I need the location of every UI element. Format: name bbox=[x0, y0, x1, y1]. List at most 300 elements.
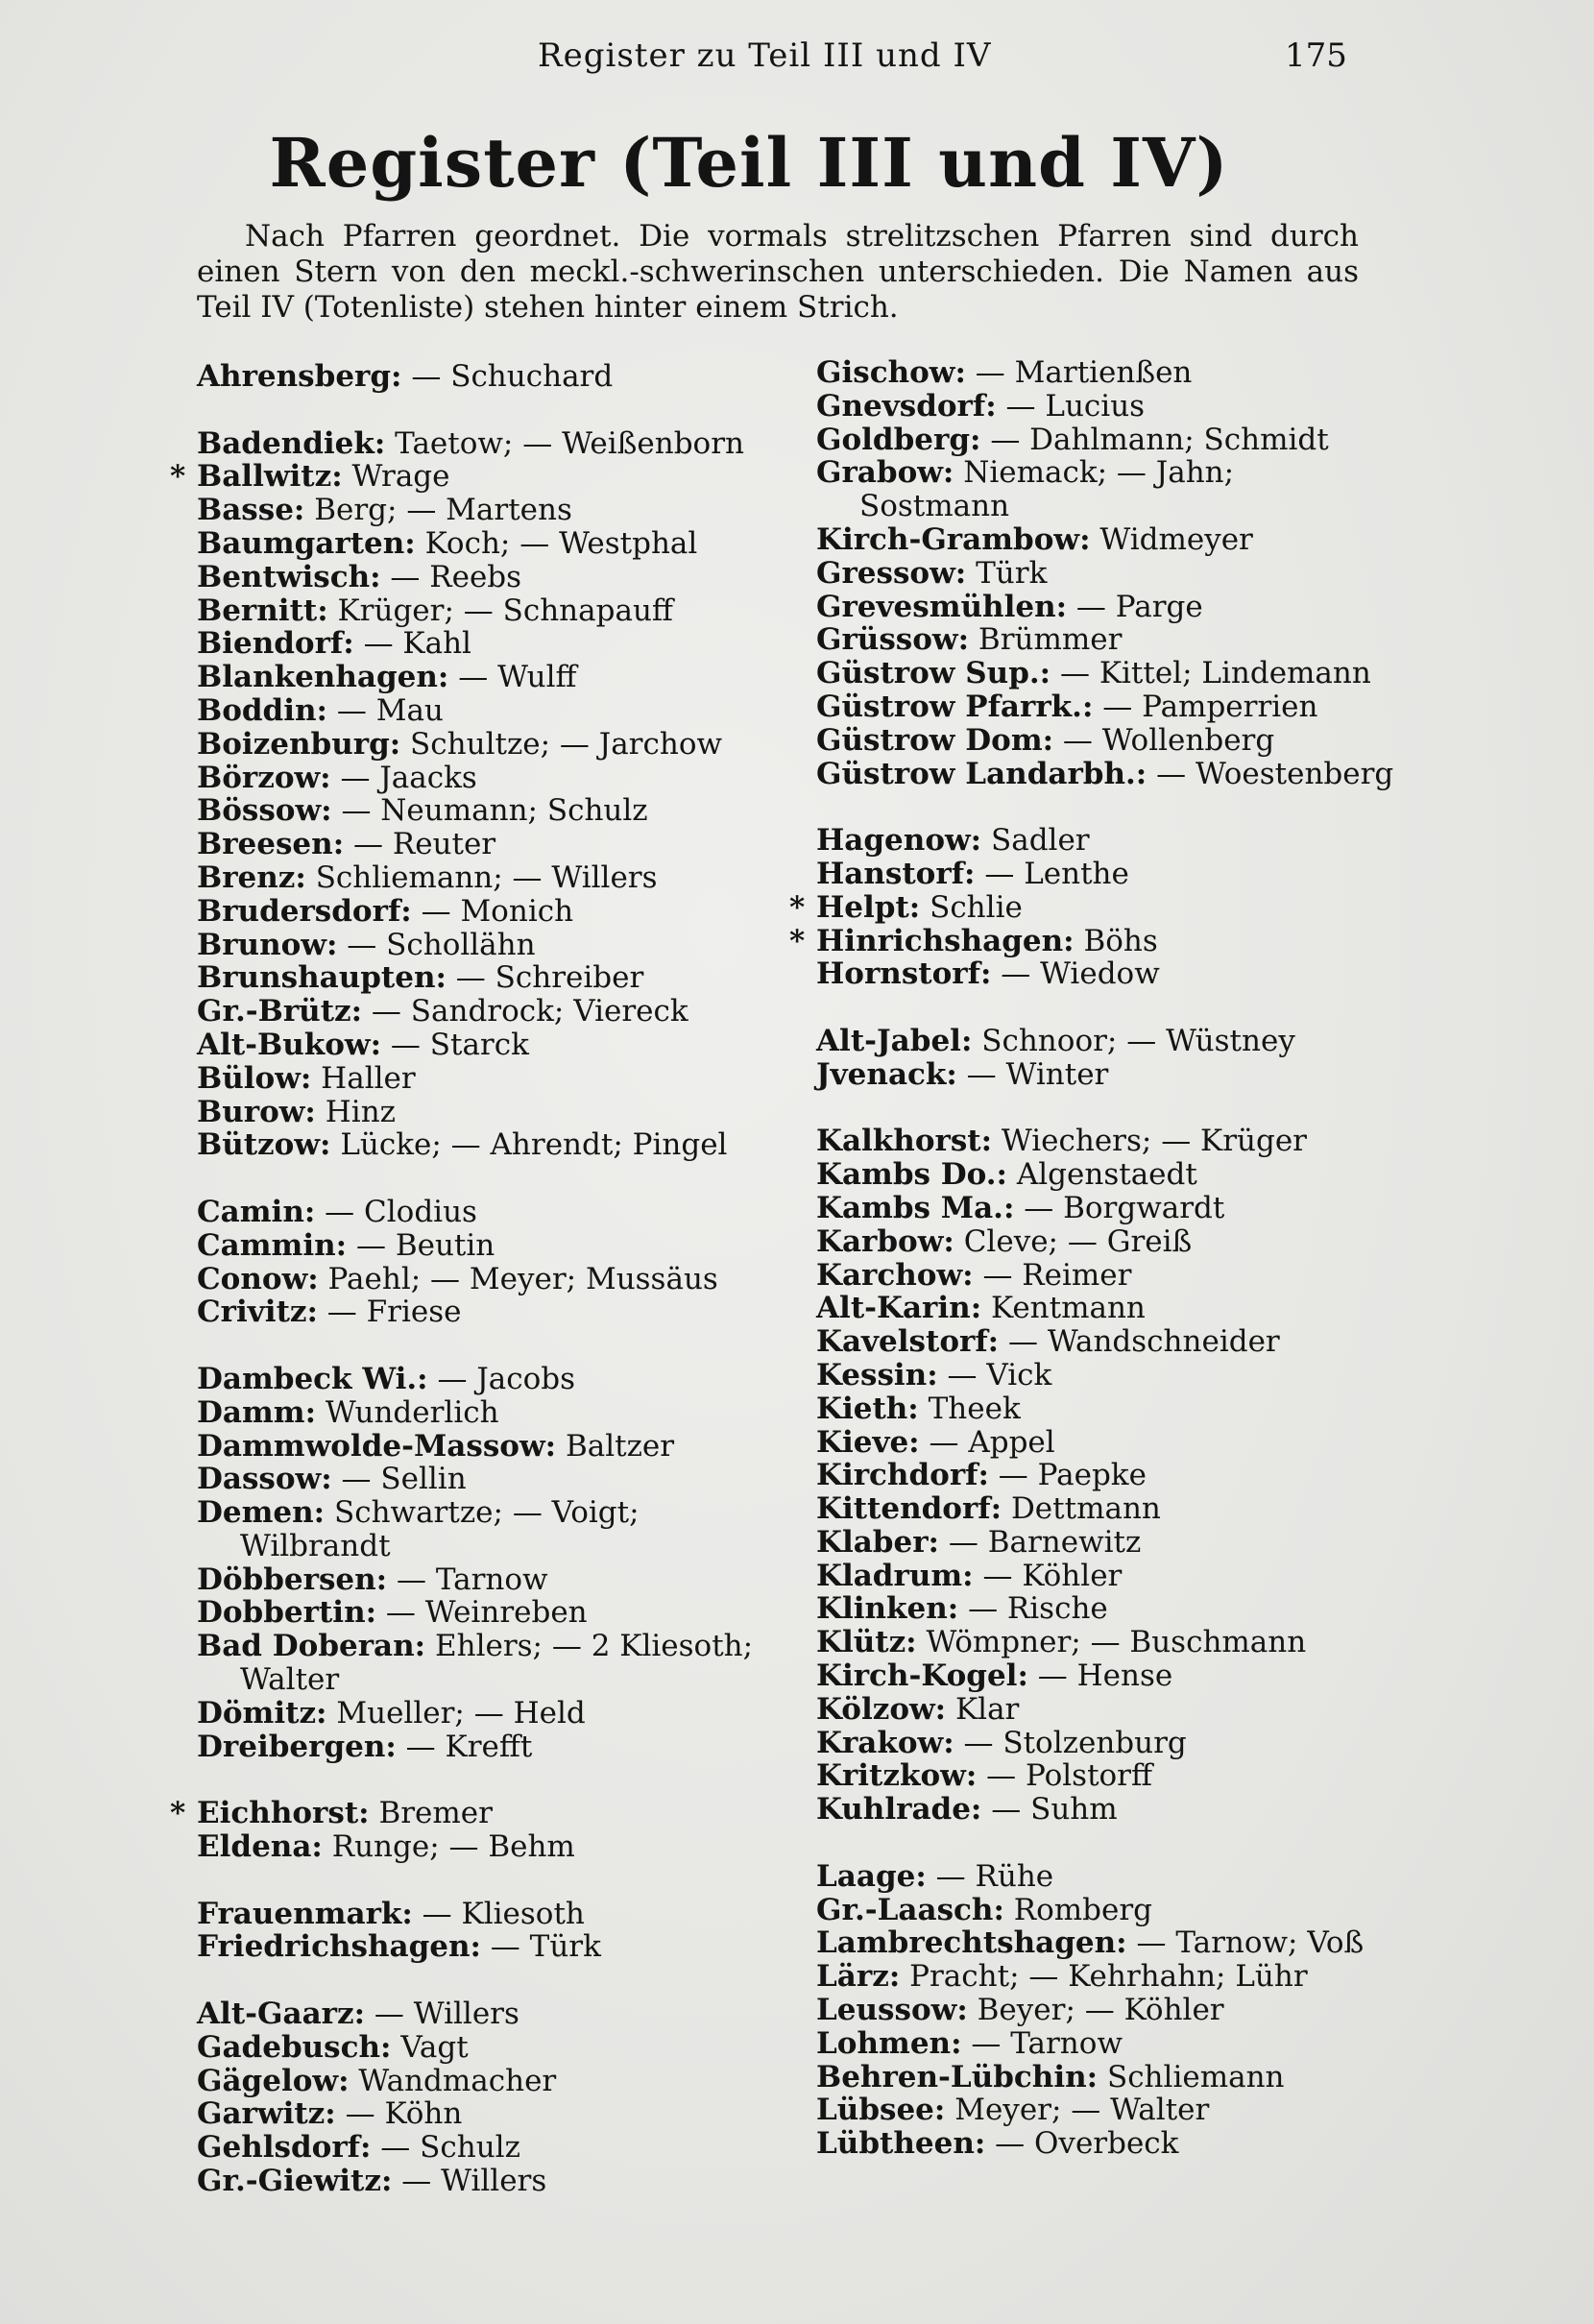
parish-name: Camin: bbox=[197, 1194, 316, 1229]
register-entry bbox=[816, 858, 1373, 891]
register-entry bbox=[197, 1731, 783, 1764]
register-entry bbox=[197, 694, 783, 728]
register-entry bbox=[816, 1960, 1373, 1994]
register-entry bbox=[816, 424, 1373, 457]
register-group bbox=[197, 360, 783, 394]
pastor-names: — Wollenberg bbox=[1053, 722, 1275, 758]
register-entry bbox=[197, 762, 783, 795]
pastor-names: — Sandrock; Viereck bbox=[362, 994, 688, 1029]
register-entry bbox=[816, 1426, 1373, 1460]
parish-name: Gnevsdorf: bbox=[816, 388, 997, 424]
parish-name: Crivitz: bbox=[197, 1295, 318, 1330]
register-entry bbox=[197, 1029, 783, 1062]
parish-name: Bad Doberan: bbox=[197, 1629, 426, 1664]
parish-name: Gressow: bbox=[816, 555, 967, 591]
page-title: Register (Teil III und IV) bbox=[269, 123, 1229, 203]
pastor-names: Bremer bbox=[369, 1796, 493, 1831]
parish-name: Gr.-Brütz: bbox=[197, 994, 363, 1029]
parish-name: Eldena: bbox=[197, 1829, 323, 1865]
register-group bbox=[816, 1025, 1373, 1092]
register-entry bbox=[197, 1062, 783, 1096]
register-entry bbox=[816, 623, 1373, 657]
pastor-names: Ehlers; — 2 Kliesoth; Walter bbox=[240, 1629, 754, 1698]
register-entry bbox=[816, 1192, 1373, 1225]
pastor-names: Romberg bbox=[1003, 1892, 1153, 1927]
parish-name: Hanstorf: bbox=[816, 856, 976, 891]
pastor-names: Sadler bbox=[981, 823, 1090, 859]
parish-name: Burow: bbox=[197, 1094, 316, 1129]
parish-name: Cammin: bbox=[197, 1227, 348, 1263]
register-entry bbox=[789, 923, 1373, 958]
pastor-names: — Jaacks bbox=[330, 760, 477, 795]
register-entry bbox=[816, 1392, 1373, 1426]
pastor-names: — Willers bbox=[392, 2164, 547, 2199]
register-entry bbox=[816, 1225, 1373, 1259]
parish-name: Krakow: bbox=[816, 1725, 954, 1760]
register-entry bbox=[816, 356, 1373, 390]
pastor-names: — Wiedow bbox=[991, 956, 1160, 992]
parish-name: Hagenow: bbox=[816, 823, 982, 859]
pastor-names: — Monich bbox=[411, 893, 574, 929]
pastor-names: — Reimer bbox=[973, 1257, 1132, 1293]
register-group bbox=[816, 1860, 1373, 2161]
register-entry bbox=[197, 1196, 783, 1229]
parish-name: Ahrensberg: bbox=[197, 359, 402, 394]
register-entry bbox=[197, 427, 783, 461]
parish-name: Helpt: bbox=[816, 889, 921, 925]
parish-name: Gr.-Giewitz: bbox=[197, 2164, 393, 2199]
pastor-names: Pracht; — Kehrhahn; Lühr bbox=[900, 1959, 1308, 1995]
parish-name: Kambs Ma.: bbox=[816, 1190, 1015, 1225]
parish-name: Klütz: bbox=[816, 1625, 917, 1660]
parish-name: Dreibergen: bbox=[197, 1729, 397, 1764]
pastor-names: — Winter bbox=[956, 1056, 1109, 1092]
register-entry bbox=[816, 724, 1373, 758]
register-entry bbox=[816, 1359, 1373, 1392]
register-entry bbox=[197, 2065, 783, 2098]
register-group bbox=[197, 1363, 783, 1764]
register-entry bbox=[816, 1894, 1373, 1927]
parish-name: Kambs Do.: bbox=[816, 1157, 1008, 1193]
parish-name: Gischow: bbox=[816, 355, 966, 390]
register-entry bbox=[197, 2131, 783, 2165]
parish-name: Lohmen: bbox=[816, 2025, 962, 2061]
pastor-names: Vagt bbox=[391, 2029, 469, 2065]
register-entry bbox=[197, 561, 783, 594]
intro-paragraph: Nach Pfarren geordnet. Die vormals strelitzschen Pfarren sind durch einen Stern von den meckl.-schwerinschen unterschieden. Die Namen aus Teil IV (Totenliste) stehen hinter einem Strich. bbox=[197, 219, 1359, 325]
parish-name: Güstrow Dom: bbox=[816, 722, 1054, 758]
pastor-names: — Wandschneider bbox=[999, 1324, 1280, 1360]
parish-name: Breesen: bbox=[197, 827, 345, 862]
pastor-names: Böhs bbox=[1074, 923, 1158, 958]
pastor-names: — Schreiber bbox=[446, 960, 644, 996]
register-entry bbox=[197, 1563, 783, 1597]
register-entry bbox=[816, 824, 1373, 858]
parish-name: Boizenburg: bbox=[197, 726, 401, 762]
parish-name: Bernitt: bbox=[197, 593, 328, 628]
pastor-names: — Türk bbox=[480, 1929, 601, 1965]
pastor-names: Wrage bbox=[342, 459, 450, 495]
parish-name: Blankenhagen: bbox=[197, 660, 449, 695]
pastor-names: — Köhn bbox=[335, 2096, 463, 2132]
pastor-names: — Kittel; Lindemann bbox=[1051, 656, 1371, 691]
parish-name: Goldberg: bbox=[816, 422, 981, 457]
parish-name: Alt-Jabel: bbox=[816, 1023, 973, 1058]
register-entry bbox=[197, 895, 783, 929]
register-entry bbox=[197, 1930, 783, 1964]
register-entry bbox=[816, 1727, 1373, 1760]
pastor-names: — Krefft bbox=[396, 1729, 533, 1764]
pastor-names: Beyer; — Köhler bbox=[967, 1993, 1224, 2028]
register-entry bbox=[197, 995, 783, 1029]
pastor-names: Lücke; — Ahrendt; Pingel bbox=[330, 1127, 728, 1163]
register-entry bbox=[197, 1898, 783, 1931]
register-entry bbox=[197, 360, 783, 394]
parish-name: Biendorf: bbox=[197, 626, 354, 662]
pastor-names: Widmeyer bbox=[1090, 521, 1253, 557]
pastor-names: Baltzer bbox=[556, 1428, 675, 1464]
parish-name: Alt-Gaarz: bbox=[197, 1997, 366, 2032]
parish-name: Grabow: bbox=[816, 455, 954, 491]
parish-name: Kessin: bbox=[816, 1357, 938, 1392]
register-entry bbox=[816, 1693, 1373, 1727]
register-entry bbox=[197, 1997, 783, 2031]
parish-name: Ballwitz: bbox=[197, 459, 343, 495]
pastor-names: — Reuter bbox=[344, 827, 496, 862]
parish-name: Grevesmühlen: bbox=[816, 589, 1068, 624]
register-entry bbox=[816, 1158, 1373, 1192]
register-entry bbox=[816, 1592, 1373, 1626]
pastor-names: — Neumann; Schulz bbox=[331, 793, 648, 829]
parish-name: Gägelow: bbox=[197, 2063, 350, 2098]
register-entry bbox=[197, 1263, 783, 1296]
register-entry bbox=[197, 2097, 783, 2131]
pastor-names: — Woestenberg bbox=[1147, 756, 1394, 791]
register-group bbox=[789, 823, 1373, 992]
pastor-names: — Rühe bbox=[926, 1858, 1054, 1894]
register-entry bbox=[816, 1125, 1373, 1158]
register-entry bbox=[789, 889, 1373, 925]
pastor-names: Mueller; — Held bbox=[326, 1695, 586, 1731]
register-entry bbox=[816, 690, 1373, 724]
parish-name: Güstrow Sup.: bbox=[816, 656, 1051, 691]
pastor-names: — Tarnow bbox=[387, 1561, 548, 1597]
register-group bbox=[197, 1997, 783, 2198]
pastor-names: — Kahl bbox=[353, 626, 471, 662]
parish-name: Kuhlrade: bbox=[816, 1792, 982, 1828]
parish-name: Damm: bbox=[197, 1394, 317, 1430]
pastor-names: Taetow; — Weißenborn bbox=[385, 425, 744, 461]
pastor-names: — Köhler bbox=[973, 1558, 1123, 1593]
pastor-names: Algenstaedt bbox=[1007, 1157, 1197, 1193]
pastor-names: — Lenthe bbox=[975, 856, 1129, 891]
parish-name: Friedrichshagen: bbox=[197, 1929, 481, 1965]
register-entry bbox=[197, 961, 783, 995]
parish-name: Gehlsdorf: bbox=[197, 2130, 372, 2166]
register-group bbox=[170, 425, 783, 1163]
pastor-names: Paehl; — Meyer; Mussäus bbox=[318, 1261, 718, 1296]
register-entry bbox=[816, 591, 1373, 624]
register-entry bbox=[197, 929, 783, 962]
pastor-names: — Rische bbox=[958, 1591, 1108, 1627]
pastor-names: — Dahlmann; Schmidt bbox=[980, 422, 1329, 457]
register-entry bbox=[816, 2127, 1373, 2161]
parish-name: Badendiek: bbox=[197, 425, 386, 461]
pastor-names: Hinz bbox=[315, 1094, 396, 1129]
pastor-names: — Tarnow; Voß bbox=[1126, 1925, 1365, 1961]
register-entry bbox=[197, 1295, 783, 1329]
register-entry bbox=[197, 527, 783, 561]
register-entry bbox=[816, 1759, 1373, 1793]
pastor-names: — Mau bbox=[327, 692, 444, 728]
pastor-names: — Vick bbox=[937, 1357, 1052, 1392]
parish-name: Grüssow: bbox=[816, 622, 970, 658]
pastor-names: Wandmacher bbox=[349, 2063, 557, 2098]
parish-name: Alt-Karin: bbox=[816, 1291, 982, 1326]
pastor-names: Wunderlich bbox=[316, 1394, 499, 1430]
parish-name: Gr.-Laasch: bbox=[816, 1892, 1004, 1927]
register-group bbox=[816, 355, 1394, 791]
strelitz-star-marker: * bbox=[170, 459, 186, 495]
parish-name: Brenz: bbox=[197, 859, 306, 895]
pastor-names: Dettmann bbox=[1002, 1491, 1161, 1527]
pastor-names: — Parge bbox=[1067, 589, 1203, 624]
register-entry bbox=[197, 728, 783, 762]
pastor-names: — Stolzenburg bbox=[954, 1725, 1187, 1760]
pastor-names: — Starck bbox=[381, 1027, 529, 1062]
register-entry bbox=[197, 627, 783, 661]
parish-name: Lärz: bbox=[816, 1959, 901, 1995]
pastor-names: Brümmer bbox=[969, 622, 1123, 658]
parish-name: Klaber: bbox=[816, 1524, 939, 1560]
parish-name: Eichhorst: bbox=[197, 1796, 370, 1831]
pastor-names: — Paepke bbox=[988, 1458, 1147, 1493]
pastor-names: Wiechers; — Krüger bbox=[992, 1124, 1307, 1159]
pastor-names: — Kliesoth bbox=[412, 1896, 585, 1931]
register-entry bbox=[170, 459, 783, 495]
register-entry bbox=[197, 594, 783, 628]
register-entry bbox=[816, 1626, 1373, 1659]
register-entry bbox=[197, 1830, 783, 1864]
register-group bbox=[197, 1898, 783, 1965]
parish-name: Kölzow: bbox=[816, 1691, 947, 1727]
running-head: Register zu Teil III und IV bbox=[538, 36, 992, 75]
pastor-names: Meyer; — Walter bbox=[945, 2093, 1210, 2128]
parish-name: Güstrow Pfarrk.: bbox=[816, 689, 1094, 724]
pastor-names: — Martienßen bbox=[965, 355, 1193, 390]
pastor-names: — Hense bbox=[1027, 1658, 1173, 1694]
pastor-names: Schnoor; — Wüstney bbox=[972, 1023, 1295, 1058]
parish-name: Hornstorf: bbox=[816, 956, 992, 992]
pastor-names: — Schulz bbox=[371, 2130, 520, 2166]
parish-name: Güstrow Landarbh.: bbox=[816, 756, 1147, 791]
register-entry bbox=[816, 1325, 1373, 1359]
register-entry bbox=[197, 661, 783, 694]
parish-name: Bülow: bbox=[197, 1060, 312, 1096]
parish-name: Kieth: bbox=[816, 1391, 919, 1426]
parish-name: Karchow: bbox=[816, 1257, 974, 1293]
parish-name: Brunow: bbox=[197, 927, 338, 962]
pastor-names: — Reebs bbox=[380, 559, 522, 594]
pastor-names: — Clodius bbox=[315, 1194, 477, 1229]
register-entry bbox=[197, 2031, 783, 2065]
parish-name: Döbbersen: bbox=[197, 1561, 388, 1597]
parish-name: Kirchdorf: bbox=[816, 1458, 989, 1493]
pastor-names: Klar bbox=[946, 1691, 1020, 1727]
pastor-names: — Jacobs bbox=[427, 1361, 576, 1396]
pastor-names: Runge; — Behm bbox=[322, 1829, 575, 1865]
pastor-names: Schwartze; — Voigt; Wilbrandt bbox=[240, 1495, 640, 1563]
register-column-left bbox=[170, 359, 783, 2232]
pastor-names: Wömpner; — Buschmann bbox=[916, 1625, 1307, 1660]
pastor-names: — Lucius bbox=[996, 388, 1146, 424]
register-entry bbox=[197, 1596, 783, 1630]
register-entry bbox=[816, 557, 1373, 591]
pastor-names: Türk bbox=[966, 555, 1048, 591]
parish-name: Bössow: bbox=[197, 793, 332, 829]
strelitz-star-marker: * bbox=[789, 923, 806, 958]
register-entry bbox=[816, 1860, 1373, 1894]
parish-name: Basse: bbox=[197, 493, 305, 528]
parish-name: Laage: bbox=[816, 1858, 927, 1894]
register-entry bbox=[197, 861, 783, 895]
register-entry bbox=[816, 1994, 1373, 2027]
parish-name: Kittendorf: bbox=[816, 1491, 1002, 1527]
pastor-names: — Beutin bbox=[347, 1227, 495, 1263]
register-entry bbox=[816, 756, 1394, 791]
parish-name: Leussow: bbox=[816, 1993, 968, 2028]
parish-name: Lübtheen: bbox=[816, 2126, 986, 2162]
parish-name: Frauenmark: bbox=[197, 1896, 413, 1931]
register-entry bbox=[197, 1363, 783, 1396]
register-entry bbox=[816, 957, 1373, 991]
pastor-names: Theek bbox=[918, 1391, 1021, 1426]
register-entry bbox=[816, 523, 1373, 557]
pastor-names: Schultze; — Jarchow bbox=[400, 726, 723, 762]
register-entry bbox=[816, 1259, 1373, 1293]
register-group bbox=[197, 1196, 783, 1329]
pastor-names: — Appel bbox=[919, 1424, 1055, 1460]
parish-name: Conow: bbox=[197, 1261, 319, 1296]
parish-name: Boddin: bbox=[197, 692, 327, 728]
register-entry bbox=[197, 1128, 783, 1162]
parish-name: Kirch-Kogel: bbox=[816, 1658, 1028, 1694]
parish-name: Baumgarten: bbox=[197, 525, 416, 561]
register-entry bbox=[197, 1096, 783, 1129]
parish-name: Lübsee: bbox=[816, 2093, 946, 2128]
register-entry bbox=[816, 2027, 1373, 2061]
parish-name: Alt-Bukow: bbox=[197, 1027, 382, 1062]
register-entry bbox=[816, 1058, 1373, 1092]
register-group bbox=[816, 1125, 1373, 1827]
pastor-names: — Suhm bbox=[981, 1792, 1118, 1828]
parish-name: Kladrum: bbox=[816, 1558, 974, 1593]
parish-name: Dömitz: bbox=[197, 1695, 327, 1731]
parish-name: Kalkhorst: bbox=[816, 1124, 993, 1159]
register-group bbox=[170, 1796, 783, 1865]
parish-name: Demen: bbox=[197, 1495, 326, 1531]
register-entry bbox=[197, 1496, 783, 1563]
register-entry bbox=[816, 2061, 1373, 2094]
parish-name: Kirch-Grambow: bbox=[816, 521, 1091, 557]
parish-name: Kritzkow: bbox=[816, 1758, 978, 1794]
parish-name: Lambrechtshagen: bbox=[816, 1925, 1127, 1961]
parish-name: Brunshaupten: bbox=[197, 960, 447, 996]
register-entry bbox=[816, 1025, 1373, 1058]
register-column-right bbox=[789, 355, 1394, 2194]
pastor-names: — Weinreben bbox=[376, 1595, 588, 1631]
parish-name: Dammwolde-Massow: bbox=[197, 1428, 557, 1464]
parish-name: Dambeck Wi.: bbox=[197, 1361, 428, 1396]
register-entry bbox=[816, 1659, 1373, 1693]
register-entry bbox=[197, 1396, 783, 1430]
parish-name: Börzow: bbox=[197, 760, 331, 795]
parish-name: Jvenack: bbox=[816, 1056, 957, 1092]
parish-name: Kavelstorf: bbox=[816, 1324, 1000, 1360]
pastor-names: Schliemann; — Willers bbox=[305, 859, 658, 895]
pastor-names: Cleve; — Greiß bbox=[954, 1223, 1193, 1259]
parish-name: Bützow: bbox=[197, 1127, 331, 1163]
pastor-names: — Pamperrien bbox=[1093, 689, 1318, 724]
register-entry bbox=[816, 456, 1373, 523]
pastor-names: Schlie bbox=[920, 889, 1023, 925]
register-entry bbox=[197, 828, 783, 861]
register-entry bbox=[197, 1229, 783, 1263]
pastor-names: — Wulff bbox=[448, 660, 577, 695]
register-entry bbox=[816, 657, 1373, 690]
register-entry bbox=[197, 1697, 783, 1731]
register-entry bbox=[197, 1430, 783, 1464]
pastor-names: — Polstorff bbox=[977, 1758, 1153, 1794]
pastor-names: — Schuchard bbox=[401, 359, 614, 394]
pastor-names: — Willers bbox=[365, 1997, 519, 2032]
parish-name: Dobbertin: bbox=[197, 1595, 377, 1631]
pastor-names: Krüger; — Schnapauff bbox=[327, 593, 673, 628]
pastor-names: — Schollähn bbox=[337, 927, 536, 962]
parish-name: Klinken: bbox=[816, 1591, 959, 1627]
pastor-names: — Sellin bbox=[331, 1462, 467, 1497]
pastor-names: Kentmann bbox=[981, 1291, 1146, 1326]
register-entry bbox=[197, 794, 783, 828]
parish-name: Brudersdorf: bbox=[197, 893, 412, 929]
parish-name: Dassow: bbox=[197, 1462, 332, 1497]
register-entry bbox=[816, 2094, 1373, 2127]
register-entry bbox=[816, 1492, 1373, 1526]
register-entry bbox=[816, 1526, 1373, 1560]
register-entry bbox=[816, 1926, 1373, 1960]
parish-name: Bentwisch: bbox=[197, 559, 381, 594]
pastor-names: — Barnewitz bbox=[938, 1524, 1142, 1560]
strelitz-star-marker: * bbox=[170, 1796, 186, 1831]
pastor-names: Haller bbox=[311, 1060, 416, 1096]
register-entry bbox=[816, 1793, 1373, 1827]
pastor-names: Koch; — Westphal bbox=[415, 525, 698, 561]
register-entry bbox=[816, 1292, 1373, 1325]
pastor-names: — Borgwardt bbox=[1014, 1190, 1225, 1225]
pastor-names: — Tarnow bbox=[961, 2025, 1123, 2061]
register-entry bbox=[197, 494, 783, 527]
parish-name: Karbow: bbox=[816, 1223, 954, 1259]
register-entry bbox=[197, 2165, 783, 2198]
pastor-names: Berg; — Martens bbox=[304, 493, 572, 528]
register-entry bbox=[197, 1463, 783, 1496]
register-entry bbox=[816, 1459, 1373, 1492]
parish-name: Garwitz: bbox=[197, 2096, 336, 2132]
parish-name: Hinrichshagen: bbox=[816, 923, 1075, 958]
register-entry bbox=[816, 1560, 1373, 1593]
page-number: 175 bbox=[1285, 36, 1347, 75]
parish-name: Behren-Lübchin: bbox=[816, 2059, 1099, 2094]
